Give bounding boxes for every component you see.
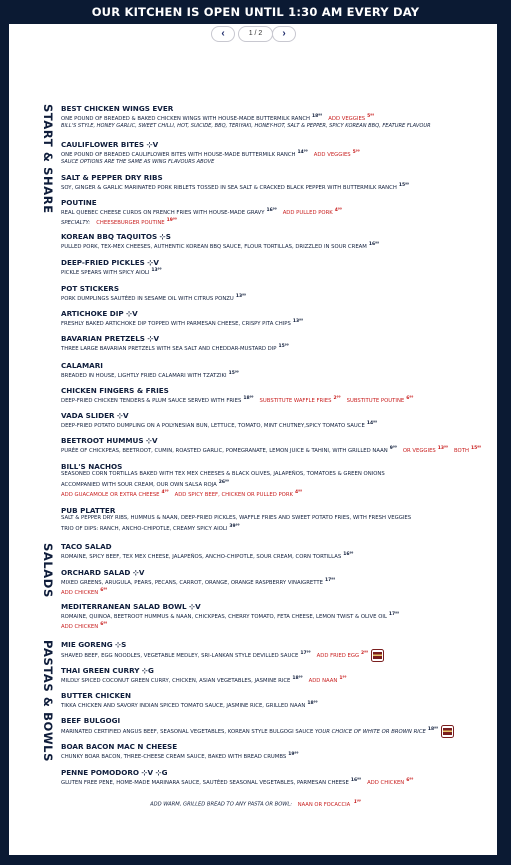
addon-price: 6⁹⁹	[406, 778, 414, 783]
menu-item	[61, 284, 481, 303]
addon-line-2	[174, 489, 303, 498]
addon-price: 4⁹⁹	[334, 208, 342, 213]
menu-item-price: 39⁹⁹	[229, 523, 240, 529]
menu-item	[61, 742, 481, 761]
menu-item-addon-2	[454, 448, 481, 454]
menu-item-name: DEEP-FRIED PICKLES ⊹V	[61, 258, 159, 267]
menu-item-specialty	[61, 217, 481, 227]
menu-item-description	[61, 267, 481, 277]
menu-item-name: BOAR BACON MAC N CHEESE	[61, 742, 178, 751]
menu-item	[61, 436, 481, 455]
menu-item	[61, 462, 481, 499]
footnote-addon: NAAN OR FOCACCIA	[297, 801, 351, 808]
menu-item-desc-text: SOY, GINGER & GARLIC MARINATED PORK RIBLETS TOSSED IN SEA SALT & CRACKED BLACK PEPPER WITH BUTTERMILK RANCH	[61, 184, 397, 191]
menu-item-description	[61, 611, 481, 621]
menu-item-desc-text: CHUNKY BOAR BACON, THREE-CHEESE CREAM SAUCE, BAKED WITH BREAD CRUMBS	[61, 753, 287, 760]
menu-item-description	[61, 241, 481, 251]
addon-label: ADD VEGGIES	[328, 115, 366, 122]
menu-item	[61, 258, 481, 277]
menu-item-price: 18⁹⁹	[427, 727, 439, 733]
addon-line	[61, 590, 107, 596]
addon-price: 13⁹⁹	[437, 446, 449, 451]
specialty-text: CHEESEBURGER POUTINE	[96, 220, 165, 227]
menu-item-desc-text: ONE POUND OF BREADED & BAKED CHICKEN WINGS WITH HOUSE-MADE BUTTERMILK RANCH	[61, 115, 311, 122]
addon-label: ADD PULLED PORK	[282, 209, 333, 216]
addon-label: ADD FRIED EGG	[316, 653, 360, 659]
addon-price: 6⁹⁹	[406, 396, 414, 401]
addon-price: 5⁹⁹	[352, 150, 360, 155]
menu-item-name: BILL'S NACHOS	[61, 462, 123, 471]
menu-item-description	[61, 751, 481, 761]
menu-item-name: SALT & PEPPER DRY RIBS	[61, 173, 163, 182]
menu-item	[61, 198, 481, 228]
addon-label: SUBSTITUTE POUTINE	[346, 397, 405, 404]
menu-item-price: 13⁹⁹	[235, 294, 247, 299]
menu-item-addon-line	[61, 621, 481, 631]
menu-item-desc-text: MIXED GREENS, ARUGULA, PEARS, PECANS, CARROT, ORANGE, ORANGE RASPBERRY VINAIGRETTE	[61, 579, 324, 586]
addon-line-text: ADD CHICKEN	[61, 624, 99, 631]
menu-item-desc-text: PORK DUMPLINGS SAUTÉED IN SESAME OIL WITH CITRUS PONZU	[61, 295, 234, 302]
menu-item-desc-text: MILDLY SPICED COCONUT GREEN CURRY, CHICKEN, ASIAN VEGETABLES, JASMINE RICE	[61, 677, 291, 684]
specialty-label: SPECIALTY:	[61, 220, 91, 227]
menu-item-description	[61, 577, 481, 587]
menu-item-description	[61, 149, 481, 159]
menu-item	[61, 104, 481, 130]
menu-item-price: 13⁹⁹	[151, 268, 162, 273]
menu-item-description-2	[61, 523, 481, 533]
menu-item-addon	[283, 210, 342, 216]
menu-item-addon	[260, 398, 341, 404]
menu-item-price: 15⁹⁹	[398, 183, 410, 188]
menu-item-desc-text: DEEP-FRIED POTATO DUMPLING ON A POLYNESIAN BUN, LETTUCE, TOMATO, MINT CHUTNEY,SPICY TOMATO SAUCE	[61, 422, 365, 429]
menu-item-desc-text: GLUTEN FREE PENE, HOME-MADE MARINARA SAUCE, SAUTÉED SEASONAL VEGETABLES, PARMESAN CHEESE	[61, 779, 349, 786]
certified-angus-beef-badge-icon	[371, 649, 384, 662]
menu-item-desc-text: THREE LARGE BAVARIAN PRETZELS WITH SEA SALT AND CHEDDAR-MUSTARD DIP	[61, 345, 277, 352]
menu-item-desc-text: SEASONED CORN TORTILLAS BAKED WITH TEX MEX CHEESES & BLACK OLIVES, JALAPEÑOS, TOMATOES & GREEN ONIONS	[61, 471, 385, 477]
addon-line-price: 6⁹⁹	[100, 622, 108, 628]
menu-item-description	[61, 445, 481, 455]
menu-item-price: 18⁹⁹	[307, 701, 318, 706]
menu-item-addon	[367, 780, 413, 786]
addon-label: ADD VEGGIES	[313, 151, 351, 158]
menu-item-desc-text: SHAVED BEEF, EGG NOODLES, VEGETABLE MEDLEY, SRI-LANKAN STYLE DEVILLED SAUCE	[61, 653, 299, 659]
menu-item-name: PENNE POMODORO ⊹V ⊹G	[61, 768, 168, 777]
menu-item-description	[61, 370, 481, 380]
menu-item-addon-line	[61, 489, 481, 499]
menu-item	[61, 568, 481, 598]
menu-item-description	[61, 777, 481, 787]
addon-line-price: 4⁹⁹	[295, 489, 303, 495]
menu-item-desc-text: ROMAINE, QUINOA, BEETROOT HUMMUS & NAAN, CHICKPEAS, CHERRY TOMATO, FETA CHEESE, LEMON TWIST & OLIVE OIL	[61, 613, 387, 620]
menu-item-price: 16⁹⁹	[350, 778, 362, 783]
menu-item-name: CAULIFLOWER BITES ⊹V	[61, 140, 159, 149]
section-salads: SALADS	[41, 543, 55, 598]
menu-item-name: BUTTER CHICKEN	[61, 691, 131, 700]
menu-item-price: 17⁹⁹	[325, 578, 336, 583]
menu-item-desc-text: ROMAINE, SPICY BEEF, TEX MEX CHEESE, JALAPEÑOS, ANCHO-CHIPOTLE, SOUR CREAM, CORN TORTILLAS	[61, 553, 342, 560]
section-pastas-bowls: PASTAS & BOWLS	[41, 640, 55, 762]
addon-price: 2⁹⁹	[333, 396, 341, 401]
menu-item-inline-note: YOUR CHOICE OF WHITE OR BROWN RICE	[313, 729, 426, 735]
menu-item-addon	[328, 116, 374, 122]
certified-angus-beef-badge-icon	[441, 725, 454, 738]
menu-item	[61, 716, 481, 738]
menu-item-price: 18⁹⁹	[243, 396, 254, 401]
addon-line-price: 6⁹⁹	[100, 588, 108, 594]
menu-item	[61, 411, 481, 430]
menu-item-price: 16⁹⁹	[368, 242, 380, 247]
menu-item	[61, 640, 481, 662]
menu-item	[61, 361, 481, 380]
menu-item-desc-text: PURÉE OF CHICKPEAS, BEETROOT, CUMIN, ROASTED GARLIC, POMEGRANATE, LEMON JUICE & TAHINI, WITH GRILLED NAAN	[61, 447, 388, 454]
menu-item-addon-line	[61, 587, 481, 597]
menu-item-desc-text: REAL QUEBEC CHEESE CURDS ON FRENCH FRIES WITH HOUSE-MADE GRAVY	[61, 209, 265, 216]
menu-item-name: BEETROOT HUMMUS ⊹V	[61, 436, 158, 445]
menu-item-description	[61, 318, 481, 328]
menu-item-description	[61, 207, 481, 217]
menu-item-addon	[317, 653, 369, 659]
addon-label: BOTH	[454, 447, 469, 454]
menu-item-price: 9⁹⁹	[389, 446, 397, 451]
menu-item-name: CALAMARI	[61, 361, 103, 370]
menu-item-desc-text: SALT & PEPPER DRY RIBS, HUMMUS & NAAN, DEEP-FRIED PICKLES, WAFFLE FRIES AND SWEET POTATO FRIES, WITH FRESH VEGGIES	[61, 515, 412, 521]
menu-item	[61, 768, 481, 787]
menu-item-desc-text: BREADED IN HOUSE, LIGHTLY FRIED CALAMARI WITH TZATZIKI	[61, 372, 227, 379]
menu-item-price: 26⁹⁹	[218, 479, 229, 485]
menu-item-description	[61, 293, 481, 303]
menu-item-name: BEEF BULGOGI	[61, 716, 121, 725]
menu-item-name: MEDITERRANEAN SALAD BOWL ⊹V	[61, 602, 201, 611]
menu-item	[61, 542, 481, 561]
menu-item-addon	[403, 448, 448, 454]
addon-label: OR VEGGIES	[402, 447, 436, 454]
menu-item-name: VADA SLIDER ⊹V	[61, 411, 129, 420]
kitchen-hours-banner: OUR KITCHEN IS OPEN UNTIL 1:30 AM EVERY DAY	[0, 0, 511, 24]
section-start-share: START & SHARE	[41, 104, 55, 214]
menu-item-name: BAVARIAN PRETZELS ⊹V	[61, 334, 160, 343]
addon-line-text: ADD CHICKEN	[61, 590, 99, 597]
menu-item-price: 13⁹⁹	[292, 319, 304, 324]
addon-line	[61, 624, 107, 630]
menu-item-name: MIE GORENG ⊹S	[61, 640, 127, 649]
menu-item-desc2-text: TRIO OF DIPS: RANCH, ANCHO-CHIPOTLE, CREAMY SPICY AIOLI	[61, 525, 228, 532]
menu-item-description	[61, 343, 481, 353]
menu-item-addon	[314, 152, 360, 158]
menu-item-description	[61, 700, 481, 710]
menu-item-name: PUB PLATTER	[61, 506, 116, 515]
menu-item	[61, 602, 481, 632]
menu-item-note: BILL'S STYLE, HONEY GARLIC, SWEET CHILLI, HOT, SUICIDE, BBQ, TERIYAKI, HONEY-HOT, SALT & PEPPER, SPICY KOREAN BBQ, FEATURE FLAVOUR	[61, 123, 431, 130]
menu-item-name: POT STICKERS	[61, 284, 120, 293]
menu-item-price: 15⁹⁹	[278, 344, 289, 349]
addon-price: 1⁹⁹	[339, 676, 347, 681]
addon-price: 5⁹⁹	[367, 114, 375, 119]
menu-item-description	[61, 471, 481, 479]
menu-item-addon-2	[347, 398, 414, 404]
menu-item-description	[61, 113, 481, 123]
footnote-price: 1⁹⁹	[353, 800, 361, 805]
menu-item-desc-text: TIKKA CHICKEN AND SAVORY INDIAN SPICED TOMATO SAUCE, JASMINE RICE, GRILLED NAAN	[61, 702, 306, 709]
menu-item-price: 15⁹⁹	[228, 371, 239, 376]
addon-price: 2⁹⁹	[361, 651, 369, 657]
specialty-name	[96, 220, 177, 226]
prev-page-button[interactable]: ‹	[211, 26, 235, 42]
menu-item	[61, 334, 481, 353]
menu-item-price: 14⁹⁹	[297, 150, 308, 155]
menu-item-price: 16⁹⁹	[343, 552, 354, 557]
page-indicator: 1 / 2	[238, 26, 273, 42]
footnote-text: ADD WARM, GRILLED BREAD TO ANY PASTA OR BOWL:	[150, 801, 293, 808]
menu-item	[61, 140, 481, 166]
menu-item-description-2	[61, 479, 481, 489]
menu-item-description	[61, 420, 481, 430]
addon-label: ADD CHICKEN	[367, 779, 405, 786]
menu-item-name: ARTICHOKE DIP ⊹V	[61, 309, 138, 318]
menu-item-addon	[309, 678, 347, 684]
menu-item-price: 16⁹⁹	[266, 208, 277, 213]
menu-item	[61, 386, 481, 405]
menu-item-desc-text: ONE POUND OF BREADED CAULIFLOWER BITES WITH HOUSE-MADE BUTTERMILK RANCH	[61, 151, 296, 158]
menu-item-desc-text: FRESHLY BAKED ARTICHOKE DIP TOPPED WITH PARMESAN CHEESE, CRISPY PITA CHIPS	[61, 320, 291, 327]
menu-item	[61, 232, 481, 251]
bread-footnote	[0, 800, 511, 808]
addon-price: 15⁹⁹	[470, 446, 482, 451]
menu-item-name: CHICKEN FINGERS & FRIES	[61, 386, 169, 395]
menu-item-description	[61, 551, 481, 561]
menu-item-note: SAUCE OPTIONS ARE THE SAME AS WING FLAVOURS ABOVE	[61, 159, 215, 166]
menu-item-price: 18⁹⁹	[312, 114, 323, 119]
menu-item-name: TACO SALAD	[61, 542, 112, 551]
menu-item-price: 17⁹⁹	[300, 651, 311, 657]
menu-item-description	[61, 182, 481, 192]
menu-item	[61, 691, 481, 710]
menu-item-name: THAI GREEN CURRY ⊹G	[61, 666, 154, 675]
menu-item-desc-text: DEEP-FRIED CHICKEN TENDERS & PLUM SAUCE SERVED WITH FRIES	[61, 397, 242, 404]
next-page-button[interactable]: ›	[272, 26, 296, 42]
addon-label: ADD NAAN	[308, 677, 338, 684]
addon-line-text: ADD SPICY BEEF, CHICKEN OR PULLED PORK	[174, 491, 294, 498]
addon-line	[61, 489, 169, 498]
menu-item-name: ORCHARD SALAD ⊹V	[61, 568, 145, 577]
menu-item	[61, 506, 481, 533]
menu-item-description	[61, 725, 481, 738]
menu-item-desc-text: MARINATED CERTIFIED ANGUS BEEF, SEASONAL VEGETABLES, KOREAN STYLE BULGOGI SAUCE	[61, 729, 314, 735]
menu-item-desc-text: PICKLE SPEARS WITH SPICY AIOLI	[61, 269, 150, 276]
menu-item-description	[61, 675, 481, 685]
addon-line-text: ADD GUACAMOLE OR EXTRA CHEESE	[61, 491, 160, 498]
menu-item-name: KOREAN BBQ TAQUITOS ⊹S	[61, 232, 171, 241]
menu-item-desc2-text: ACCOMPANIED WITH SOUR CREAM, OUR OWN SALSA ROJA	[61, 481, 217, 488]
menu-item	[61, 309, 481, 328]
menu-item-price: 18⁹⁹	[292, 676, 303, 681]
menu-item-description	[61, 515, 481, 523]
menu-item-price: 17⁹⁹	[388, 612, 400, 617]
menu-item-price: 19⁹⁹	[288, 752, 299, 757]
menu-item	[61, 666, 481, 685]
menu-item-desc-text: PULLED PORK, TEX-MEX CHEESES, AUTHENTIC KOREAN BBQ SAUCE, FLOUR TORTILLAS, DRIZZLED IN SOUR CREAM	[61, 243, 367, 250]
addon-line-price: 4⁹⁹	[161, 489, 169, 495]
menu-item-description	[61, 649, 481, 662]
addon-label: SUBSTITUTE WAFFLE FRIES	[259, 397, 332, 404]
specialty-price: 19⁹⁹	[166, 218, 177, 224]
menu-item-name: BEST CHICKEN WINGS EVER	[61, 104, 174, 113]
menu-item-description	[61, 395, 481, 405]
menu-item-price: 14⁹⁹	[366, 421, 378, 426]
page-navigator	[0, 26, 511, 42]
menu-item	[61, 173, 481, 192]
menu-item-name: POUTINE	[61, 198, 97, 207]
